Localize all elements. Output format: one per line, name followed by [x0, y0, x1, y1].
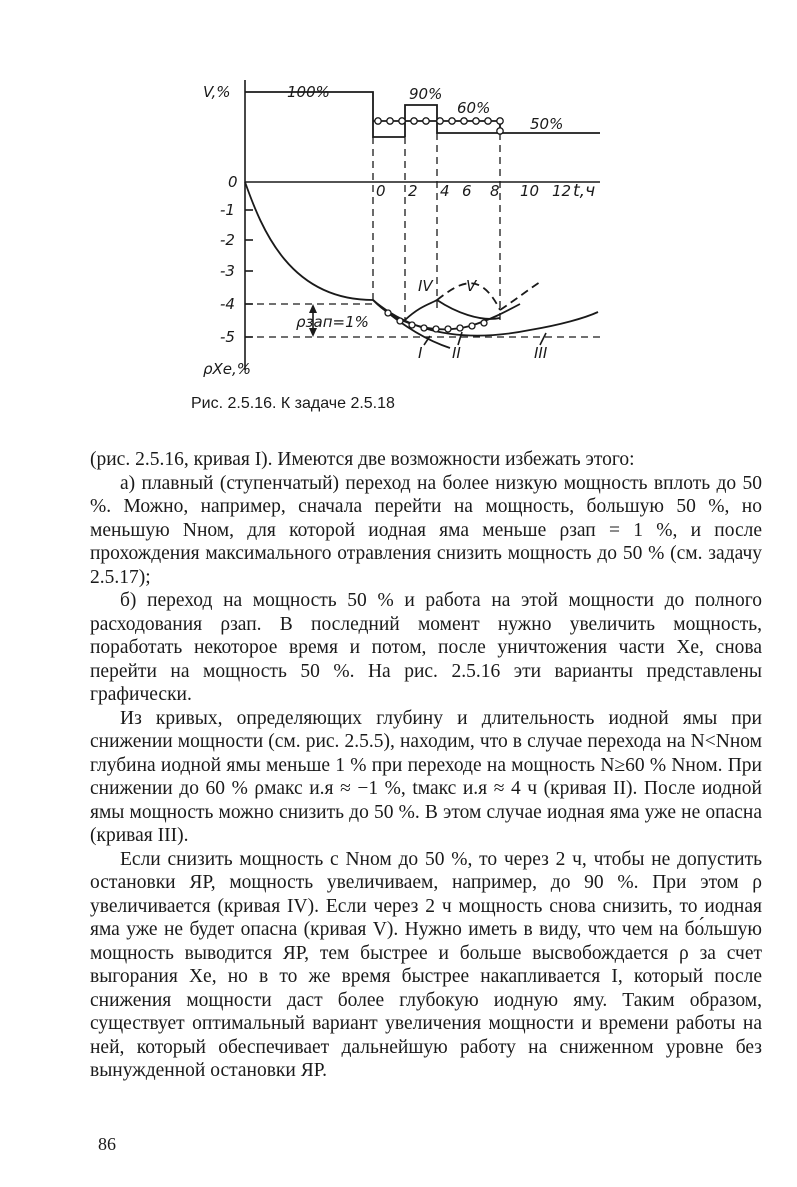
curve-label-IV: IV [418, 277, 433, 295]
power-60-label: 60% [457, 99, 491, 117]
x-tick-6: 6 [462, 182, 472, 200]
body-text [90, 448, 762, 1083]
paragraph-0: (рис. 2.5.16, кривая I). Имеются две возможности избежать этого: [90, 449, 635, 470]
paragraph-4: Если снизить мощность с Nном до 50 %, то через 2 ч, чтобы не допустить остановки ЯР, мощность увеличиваем, например, до 90 %. При этом ρ увеличивается (кривая IV). Если через 2 ч мощность снова снизить, то иодная яма уже не будет опасна (кривая V). Нужно иметь в виду, что чем на бо́льшую мощность выводится ЯР, тем быстрее и больше высвобождается ρ за счет выгорания Xe, но в то же время быстрее накапливается I, который после снижения мощности даст более глубокую иодную яму. Таким образом, существует оптимальный вариант увеличения мощности и времени работы на ней, который обеспечивает дальнейшую работу на сниженном уровне без вынужденной остановки ЯР. [90, 848, 762, 1081]
xe-rundown-curve [245, 182, 373, 300]
curve-label-V: V [466, 277, 477, 295]
paragraph-2: б) переход на мощность 50 % и работа на этой мощности до полного расходования ρзап. В последний момент нужно увеличить мощность, поработать некоторое время и потом, после уничтожения части Xe, снова перейти на мощность 50 %. На рис. 2.5.16 эти варианты представлены графически. [90, 590, 762, 705]
figure-caption: Рис. 2.5.16. К задаче 2.5.18 [191, 395, 395, 412]
x-tick-2: 2 [408, 182, 418, 200]
xenon-poisoning-chart [0, 0, 797, 440]
curve-label-I: I [418, 344, 423, 362]
curve-IV [405, 300, 500, 320]
curve-V [437, 282, 540, 310]
y-tick-marks [245, 210, 253, 337]
power-axis-label: V,% [203, 83, 231, 101]
power-90-label: 90% [409, 85, 443, 103]
x-tick-0: 0 [376, 182, 386, 200]
x-unit-label: t,ч [573, 181, 596, 201]
reactivity-axis-label: ρXe,% [203, 360, 252, 378]
y-tick-4: -4 [220, 295, 235, 313]
y-tick-5: -5 [220, 328, 235, 346]
power-100-label: 100% [287, 83, 330, 101]
figure [0, 0, 797, 440]
y-tick-0: 0 [228, 173, 238, 191]
reserve-label: ρзап=1% [296, 313, 369, 331]
y-tick-1: -1 [220, 201, 235, 219]
x-tick-8: 8 [490, 182, 500, 200]
paragraph-1: а) плавный (ступенчатый) переход на более низкую мощность вплоть до 50 %. Можно, например, сначала перейти на мощность, большую 50 %, но меньшую Nном, для которой иодная яма меньше ρзап = 1 %, и после прохождения максимального отравления снизить мощность до 50 % (см. задачу 2.5.17); [90, 472, 762, 588]
paragraph-3: Из кривых, определяющих глубину и длительность иодной ямы при снижении мощности (см. рис. 2.5.5), находим, что в случае перехода на N<Nном глубина иодной ямы меньше 1 % при переходе на мощность N≥60 % Nном. При снижении до 60 % ρмакс и.я ≈ −1 %, tмакс и.я ≈ 4 ч (кривая II). После иодной ямы мощность можно снизить до 50 %. В этом случае иодная яма уже не опасна (кривая III). [90, 707, 762, 846]
y-tick-3: -3 [220, 262, 235, 280]
x-tick-10: 10 [520, 182, 540, 200]
power-50-label: 50% [530, 115, 564, 133]
curve-label-II: II [452, 344, 461, 362]
x-tick-4: 4 [440, 182, 450, 200]
reserve-arrow-head-top [309, 304, 317, 313]
markers [375, 118, 503, 332]
curve-label-III: III [534, 344, 548, 362]
x-tick-12: 12 [552, 182, 572, 200]
y-tick-2: -2 [220, 231, 235, 249]
page-number: 86 [98, 1134, 116, 1154]
